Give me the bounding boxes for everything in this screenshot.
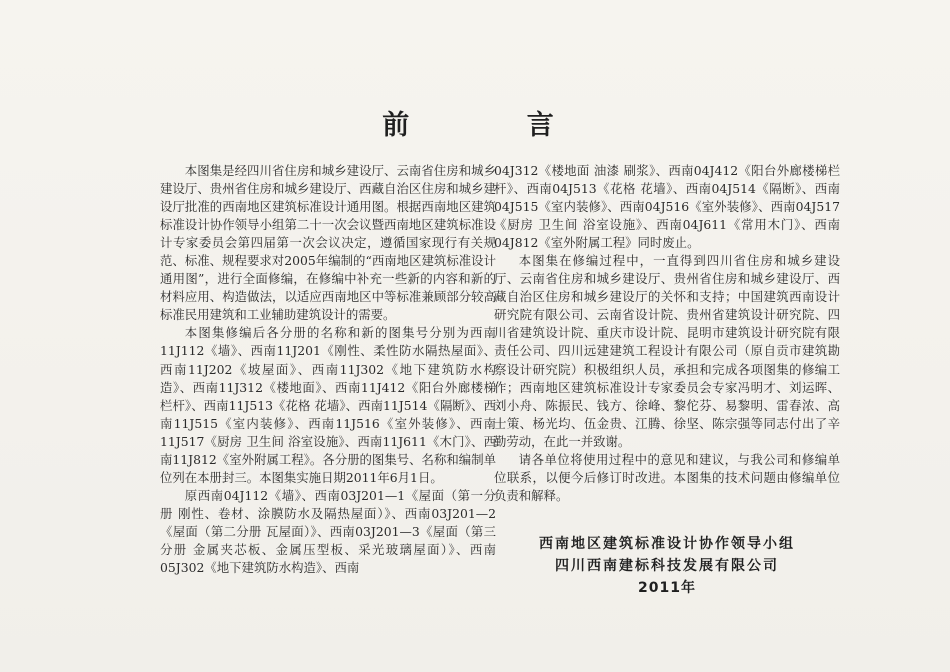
- signature-org-2: 四川西南建标科技发展有限公司: [555, 558, 779, 574]
- paragraph-feedback: 请各单位将使用过程中的意见和建议，与我公司和修编单位联系，以便今后修订时改进。本图集的技术问题由修编单位负责和解释。: [494, 451, 840, 503]
- signature-org-1: 西南地区建筑标准设计协作领导小组: [539, 536, 795, 552]
- paragraph-superseded-continued: 04J312《楼地面 油漆 刷浆》、西南04J412《阳台外廊楼梯栏杆》、西南04J513《花格 花墙》、西南04J514《隔断》、西南04J515《室内装修》、西南04J516《室外装修》、西南04J517《厨房 卫生间 浴室设施》、西南04J611《常用木门》、西南04J812《室外附属工程》同时废止。: [494, 163, 840, 251]
- left-column: [160, 162, 496, 577]
- paragraph-acknowledgements: 本图集在修编过程中，一直得到四川省住房和城乡建设厅、云南省住房和城乡建设厅、贵州省住房和城乡建设厅、西藏自治区住房和城乡建设厅的关怀和支持；中国建筑西南设计研究院有限公司、云南省设计院、贵州省建筑设计研究院、四川省建筑设计院、重庆市设计院、昆明市建筑设计研究院有限责任公司、四川远建建筑工程设计有限公司（原自贡市建筑勘察设计研究院）积极组织人员，承担和完成各项图集的修编工作；西南地区建筑标准设计专家委员会专家冯明才、刘运晖、刘小舟、陈振民、钱方、徐峰、黎佗芬、易黎明、雷春浓、高士策、杨光均、伍金贵、江腾、徐坚、陈宗强等同志付出了辛勤劳动，在此一并致谢。: [494, 253, 840, 449]
- paragraph-superseded: 原西南04J112《墙》、西南03J201—1《屋面（第一分册 刚性、卷材、涂膜防水及隔热屋面）》、西南03J201—2《屋面（第二分册 瓦屋面）》、西南03J201—3《屋面（第三分册 金属夹芯板、金属压型板、采光玻璃屋面）》、西南05J302《地下建筑防水构造》、西南: [160, 487, 496, 576]
- signature-year: 2011年: [638, 580, 696, 596]
- paragraph-atlas-list: 本图集修编后各分册的名称和新的图集号分别为西南11J112《墙》、西南11J201《刚性、柔性防水隔热屋面》、西南11J202《坡屋面》、西南11J302《地下建筑防水构造》、西南11J312《楼地面》、西南11J412《阳台外廊楼梯栏杆》、西南11J513《花格 花墙》、西南11J514《隔断》、西南11J515《室内装修》、西南11J516《室外装修》、西南11J517《厨房 卫生间 浴室设施》、西南11J611《木门》、西南11J812《室外附属工程》。各分册的图集号、名称和编制单位列在本册封三。本图集实施日期2011年6月1日。: [160, 325, 496, 485]
- paragraph-intro: 本图集是经四川省住房和城乡建设厅、云南省住房和城乡建设厅、贵州省住房和城乡建设厅、西藏自治区住房和城乡建设厅批准的西南地区建筑标准设计通用图。根据西南地区建筑标准设计协作领导小组第二十一次会议暨西南地区建筑标准设计专家委员会第四届第一次会议决定，遵循国家现行有关规范、标准、规程要求对2005年编制的“西南地区建筑标准设计通用图”，进行全面修编，在修编中补充一些新的内容和新的材料应用、构造做法，以适应西南地区中等标准兼顾部分较高标准民用建筑和工业辅助建筑设计的需要。: [160, 163, 496, 323]
- page-title: 前 言: [382, 110, 608, 141]
- right-column: [494, 162, 840, 505]
